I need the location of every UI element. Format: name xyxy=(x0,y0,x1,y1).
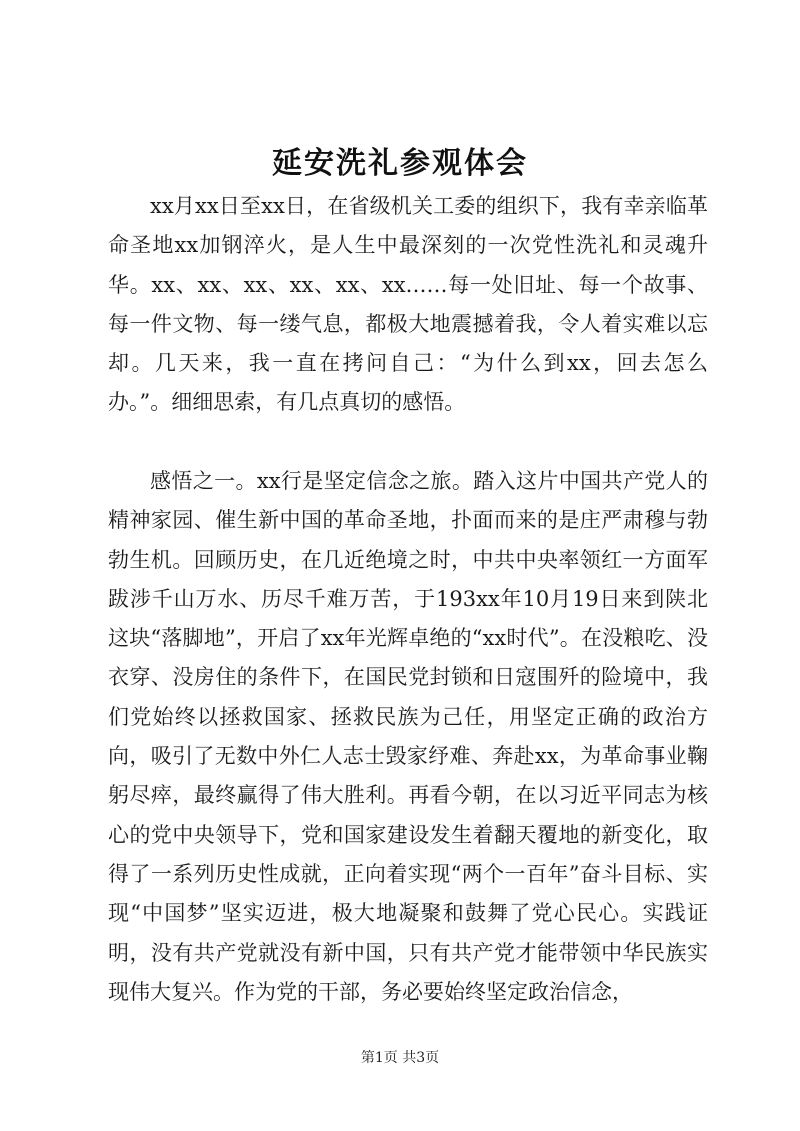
document-title: 延安洗礼参观体会 xyxy=(272,146,528,181)
page-number-footer: 第1页 共3页 xyxy=(360,1050,440,1066)
paragraph-2-block xyxy=(108,462,708,1012)
paragraph: xx月xx日至xx日，在省级机关工委的组织下，我有幸亲临革命圣地xx加钢淬火，是人生中最深刻的一次党性洗礼和灵魂升华。xx、xx、xx、xx、xx、xx……每一处旧址、每一个故事、每一件文物、每一缕气息，都极大地震撼着我，令人着实难以忘却。几天来，我一直在拷问自己：“为什么到xx，回去怎么办。”。细细思索，有几点真切的感悟。 xyxy=(108,194,708,415)
paragraph-1-block xyxy=(108,187,708,423)
paragraph: 感悟之一。xx行是坚定信念之旅。踏入这片中国共产党人的精神家园、催生新中国的革命圣地，扑面而来的是庄严肃穆与勃勃生机。回顾历史，在几近绝境之时，中共中央率领红一方面军跋涉千山万水、历尽千难万苦，于193xx年10月19日来到陕北这块“落脚地”，开启了xx年光辉卓绝的“xx时代”。在没粮吃、没衣穿、没房住的条件下，在国民党封锁和日寇围歼的险境中，我们党始终以拯救国家、拯救民族为己任，用坚定正确的政治方向，吸引了无数中外仁人志士毁家纾难、奔赴xx，为革命事业鞠躬尽瘁，最终赢得了伟大胜利。再看今朝，在以习近平同志为核心的党中央领导下，党和国家建设发生着翻天覆地的新变化，取得了一系列历史性成就，正向着实现“两个一百年”奋斗目标、实现“中国梦”坚实迈进，极大地凝聚和鼓舞了党心民心。实践证明，没有共产党就没有新中国，只有共产党才能带领中华民族实现伟大复兴。作为党的干部，务必要始终坚定政治信念， xyxy=(108,469,708,1004)
